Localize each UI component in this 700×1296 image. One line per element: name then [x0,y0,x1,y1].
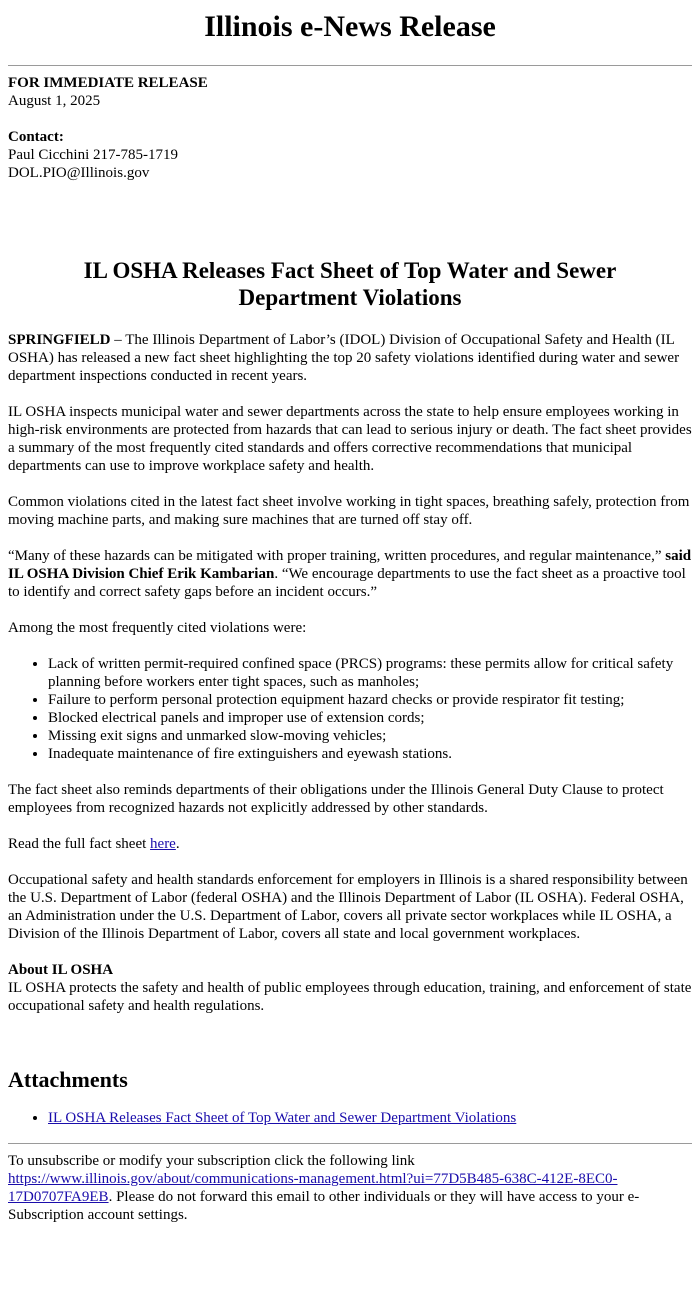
article-paragraph-enforcement: Occupational safety and health standards enforcement for employers in Illinois is a shared responsibility between the U.S. Department of Labor (federal OSHA) and the Illinois Department of Labor (IL OSHA). Federal OSHA, an Administration under the U.S. Department of Labor, covers all private sector workplaces while IL OSHA, a Division of the Illinois Department of Labor, covers all state and local government workplaces. [8,872,688,942]
unsubscribe-link[interactable]: https://www.illinois.gov/about/communications-management.html?ui=77D5B485-638C-412E-8EC0-17D0707FA9EB [8,1171,618,1205]
release-info [8,74,692,110]
footer-suffix: . Please do not forward this email to other individuals or they will have access to your e-Subscription account settings. [8,1189,640,1223]
read-fact-sheet [8,835,692,853]
footer-prefix: To unsubscribe or modify your subscription click the following link [8,1153,415,1169]
list-item: • Failure to perform personal protection equipment hazard checks or provide respirator fit testing; [48,691,692,709]
release-date: August 1, 2025 [8,93,101,109]
attachments-heading: Attachments [8,1067,128,1092]
article-headline: IL OSHA Releases Fact Sheet of Top Water and Sewer Department Violations [83,258,617,310]
attachment-item [48,1109,692,1127]
list-item: • Blocked electrical panels and improper use of extension cords; [48,709,692,727]
email-body [0,9,700,1224]
read-suffix: . [175,836,180,852]
violations-list [8,655,692,763]
contact-name-phone: Paul Cicchini 217-785-1719 [8,147,178,163]
article-paragraph-common-violations: Common violations cited in the latest fact sheet involve working in tight spaces, breathing safely, protection from moving machine parts, and making sure machines that are turned off stay off. [8,494,690,528]
attachments-list [8,1109,692,1127]
about-section [8,961,692,1015]
article-paragraph-quote [8,547,692,601]
about-heading: About IL OSHA [8,962,114,978]
attachment-link[interactable]: IL OSHA Releases Fact Sheet of Top Water and Sewer Department Violations [48,1110,517,1126]
about-text: IL OSHA protects the safety and health of public employees through education, training, and enforcement of state occupational safety and health regulations. [8,980,692,1014]
violations-intro: Among the most frequently cited violations were: [8,620,307,636]
article-paragraph-inspections: IL OSHA inspects municipal water and sewer departments across the state to help ensure employees working in high-risk environments are protected from hazards that can lead to serious injury or death. The fact sheet provides a summary of the most frequently cited standards and offers corrective recommendations that municipal departments can use to improve workplace safety and health. [8,404,692,474]
quote-attribution: said IL OSHA Division Chief Erik Kambarian [8,548,692,582]
masthead-divider [8,65,692,66]
contact-label: Contact: [8,129,64,145]
list-item: • Lack of written permit-required confined space (PRCS) programs: these permits allow for critical safety planning before workers enter tight spaces, such as manholes; [48,655,692,691]
dateline: SPRINGFIELD [8,332,111,348]
release-label: FOR IMMEDIATE RELEASE [8,75,208,91]
article-paragraph-lead [8,331,692,385]
fact-sheet-link[interactable]: here [150,836,176,852]
footer-divider [8,1143,692,1144]
contact-email: DOL.PIO@Illinois.gov [8,165,150,181]
footer-unsubscribe [8,1152,692,1224]
masthead-title: Illinois e-News Release [204,10,496,43]
quote-start: “Many of these hazards can be mitigated with proper training, written procedures, and regular maintenance,” [8,548,666,564]
article-paragraph-general-duty: The fact sheet also reminds departments of their obligations under the Illinois General Duty Clause to protect employees from recognized hazards not explicitly addressed by other standards. [8,782,664,816]
contact-info [8,128,692,182]
list-item: • Inadequate maintenance of fire extinguishers and eyewash stations. [48,745,692,763]
list-item: • Missing exit signs and unmarked slow-moving vehicles; [48,727,692,745]
quote-end: . “We encourage departments to use the fact sheet as a proactive tool to identify and correct safety gaps before an incident occurs.” [8,566,686,600]
lead-text: – The Illinois Department of Labor’s (IDOL) Division of Occupational Safety and Health (IL OSHA) has released a new fact sheet highlighting the top 20 safety violations identified during water and sewer department inspections conducted in recent years. [8,332,680,384]
read-prefix: Read the full fact sheet [8,836,151,852]
